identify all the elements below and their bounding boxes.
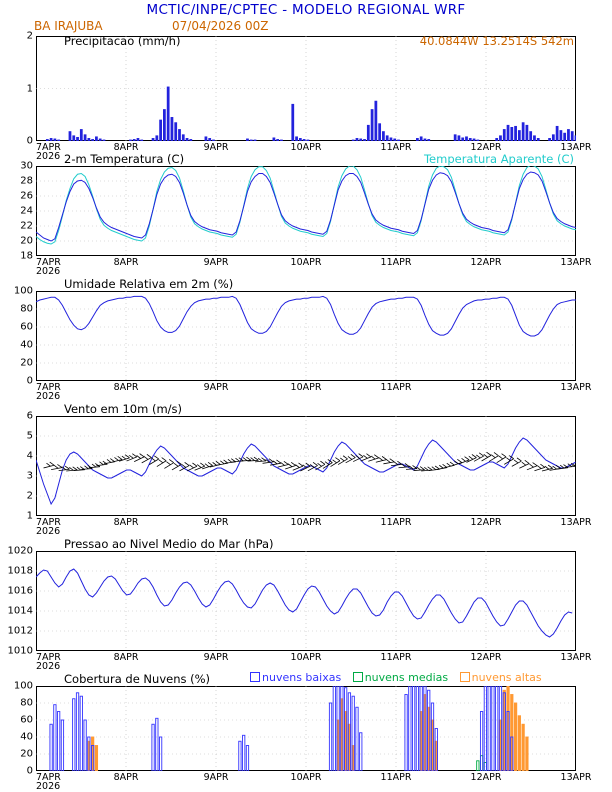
y-tick-label: 1 (26, 83, 33, 94)
x-tick-label: 10APR (290, 142, 322, 153)
y-tick-label: 5 (26, 430, 33, 442)
y-tick-label: 80 (20, 303, 33, 315)
panel-clouds (13, 671, 592, 792)
panel-temperature (20, 152, 592, 277)
y-tick-label: 100 (13, 285, 33, 297)
y-tick-label: 24 (20, 205, 33, 217)
y-tick-label: 80 (20, 697, 33, 709)
y-tick-label: 40 (20, 731, 33, 743)
y-tick-label: 1016 (7, 585, 33, 597)
y-tick-label: 100 (13, 680, 33, 692)
y-tick-label: 0 (26, 375, 33, 387)
x-tick-label: 9APR (203, 652, 229, 663)
legend-swatch-high (460, 672, 470, 682)
legend-item-mid (353, 671, 448, 684)
apparent-temperature-title: Temperatura Aparente (C) (423, 152, 574, 166)
panel-wind (26, 402, 592, 537)
x-tick-label: 12APR (470, 772, 502, 783)
x-tick-label: 10APR (290, 517, 322, 528)
run-datetime: 07/04/2026 00Z (172, 19, 269, 33)
x-tick-label: 12APR (470, 652, 502, 663)
y-tick-label: 26 (20, 190, 33, 202)
wind-plot (36, 416, 576, 516)
x-tick-label: 13APR (560, 382, 592, 393)
x-tick-label: 11APR (380, 517, 412, 528)
x-axis-year: 2026 (36, 151, 61, 162)
x-tick-label: 13APR (560, 772, 592, 783)
precipitation-plot (36, 36, 576, 141)
x-tick-label: 13APR (560, 652, 592, 663)
precipitation-title: Precipitacao (mm/h) (64, 34, 181, 48)
x-tick-label: 7APR (36, 257, 61, 268)
y-tick-label: 20 (20, 357, 33, 369)
humidity-plot (36, 291, 576, 381)
x-tick-label: 12APR (470, 382, 502, 393)
panel-humidity (13, 277, 592, 402)
x-axis-year: 2026 (36, 781, 61, 792)
clouds-plot (36, 686, 576, 771)
x-tick-label: 9APR (203, 382, 229, 393)
y-tick-label: 20 (20, 748, 33, 760)
x-tick-label: 13APR (560, 142, 592, 153)
pressure-plot (36, 551, 576, 651)
y-tick-label: 30 (20, 160, 33, 172)
wind-title: Vento em 10m (m/s) (64, 402, 183, 416)
x-tick-label: 11APR (380, 652, 412, 663)
temperature-title: 2-m Temperatura (C) (64, 152, 185, 166)
x-tick-label: 9APR (203, 517, 229, 528)
x-tick-label: 10APR (290, 257, 322, 268)
x-tick-label: 7APR (36, 142, 61, 153)
x-tick-label: 8APR (113, 382, 139, 393)
x-tick-label: 7APR (36, 772, 61, 783)
x-axis-year: 2026 (36, 661, 61, 672)
x-tick-label: 12APR (470, 142, 502, 153)
y-tick-label: 60 (20, 321, 33, 333)
y-tick-label: 40 (20, 339, 33, 351)
legend-clouds (250, 671, 542, 684)
y-tick-label: 1018 (7, 565, 33, 577)
legend-swatch-mid (353, 672, 363, 682)
y-tick-label: 1012 (7, 625, 33, 637)
x-tick-label: 10APR (290, 772, 322, 783)
coords-label: 40.0844W 13.2514S 542m (419, 34, 574, 48)
y-tick-label: 6 (26, 410, 33, 422)
x-axis-year: 2026 (36, 526, 61, 537)
x-tick-label: 10APR (290, 382, 322, 393)
y-tick-label: 1010 (7, 645, 33, 657)
y-tick-label: 4 (26, 450, 33, 462)
y-tick-label: 18 (20, 250, 33, 262)
x-tick-label: 7APR (36, 382, 61, 393)
x-tick-label: 7APR (36, 652, 61, 663)
legend-label-low: nuvens baixas (262, 671, 342, 684)
x-tick-label: 11APR (380, 382, 412, 393)
y-tick-label: 1014 (7, 605, 33, 617)
legend-label-high: nuvens altas (471, 671, 542, 684)
y-tick-label: 0 (26, 765, 33, 777)
y-tick-label: 2 (26, 490, 33, 502)
clouds-title: Cobertura de Nuvens (%) (64, 672, 211, 686)
legend-label-mid: nuvens medias (364, 671, 449, 684)
x-tick-label: 8APR (113, 517, 139, 528)
x-axis-year: 2026 (36, 266, 61, 277)
legend-item-high (460, 671, 542, 684)
x-tick-label: 13APR (560, 257, 592, 268)
y-tick-label: 28 (20, 175, 33, 187)
y-tick-label: 3 (26, 470, 33, 482)
x-tick-label: 11APR (380, 772, 412, 783)
x-tick-label: 11APR (380, 257, 412, 268)
x-tick-label: 7APR (36, 517, 61, 528)
x-tick-label: 8APR (113, 652, 139, 663)
x-tick-label: 11APR (380, 142, 412, 153)
page-title: MCTIC/INPE/CPTEC - MODELO REGIONAL WRF (146, 2, 466, 18)
x-tick-label: 9APR (203, 257, 229, 268)
station-name: BA IRAJUBA (34, 19, 103, 33)
x-tick-label: 8APR (113, 142, 139, 153)
y-tick-label: 2 (26, 30, 33, 42)
x-tick-label: 12APR (470, 517, 502, 528)
x-axis-year: 2026 (36, 391, 61, 402)
y-tick-label: 60 (20, 714, 33, 726)
y-tick-label: 1 (26, 510, 33, 522)
y-tick-label: 22 (20, 220, 33, 232)
panel-pressure (7, 537, 592, 672)
temperature-plot (36, 166, 576, 256)
x-tick-label: 8APR (113, 257, 139, 268)
y-tick-label: 0 (26, 135, 33, 147)
pressure-title: Pressao ao Nivel Medio do Mar (hPa) (64, 537, 274, 551)
legend-item-low (250, 671, 341, 684)
x-tick-label: 13APR (560, 517, 592, 528)
x-tick-label: 9APR (203, 142, 229, 153)
x-tick-label: 9APR (203, 772, 229, 783)
y-tick-label: 1020 (7, 545, 33, 557)
x-tick-label: 10APR (290, 652, 322, 663)
humidity-title: Umidade Relativa em 2m (%) (64, 277, 234, 291)
x-tick-label: 8APR (113, 772, 139, 783)
legend-swatch-low (250, 672, 260, 682)
y-tick-label: 20 (20, 235, 33, 247)
x-tick-label: 12APR (470, 257, 502, 268)
